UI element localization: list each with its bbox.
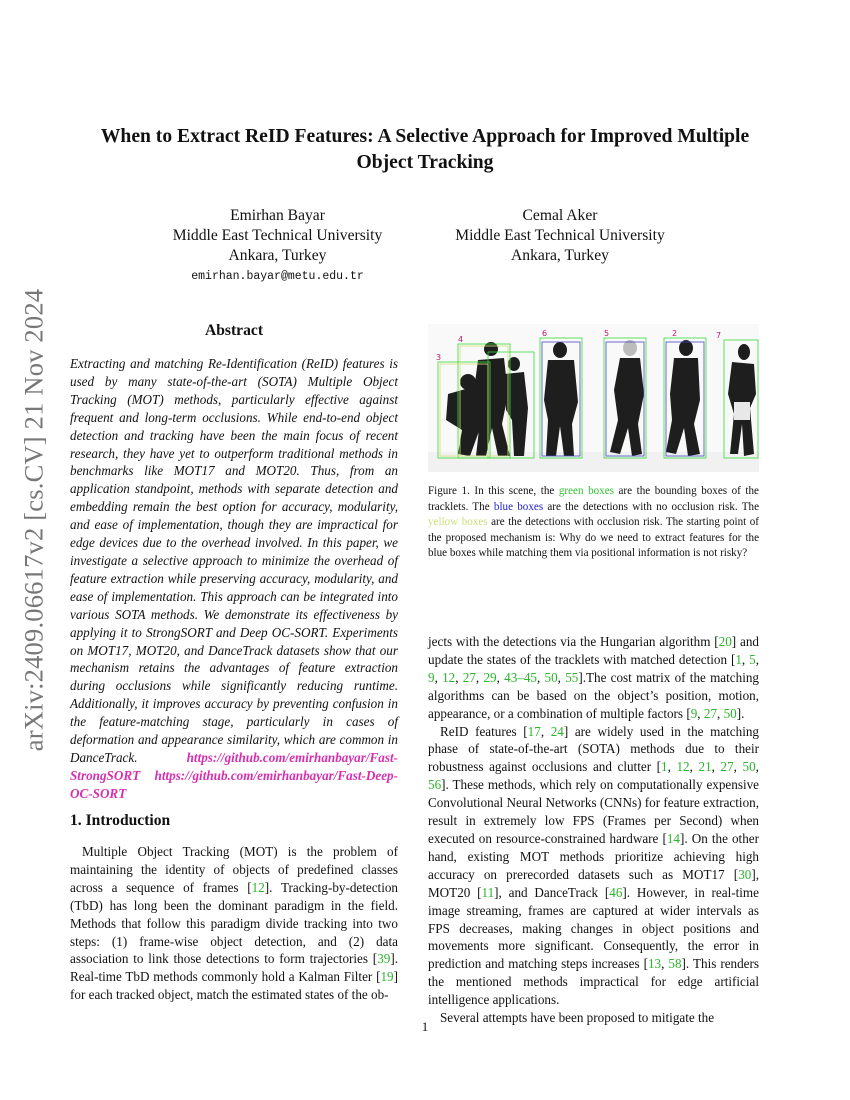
citation-link[interactable]: 17 (527, 723, 541, 739)
track-id: 6 (542, 329, 548, 338)
body-text: ReID features [ (440, 723, 528, 739)
abstract-body (70, 355, 398, 803)
title-line-1: When to Extract ReID Features: A Selective Approach for Improved Multiple (100, 126, 750, 147)
track-id: 3 (436, 353, 442, 362)
body-text: ]. On the other hand, existing MOT methods prioritize achieving high accuracy on prerecorded datasets such as MOT17 [ (428, 830, 759, 882)
body-text: , (536, 669, 545, 685)
body-text: ]. (736, 705, 745, 721)
citation-link[interactable]: 5 (749, 651, 756, 667)
body-text: ]. However, in real-time image streaming, frames are captured at wider intervals as FPS decreases, making changes in object positions and movements more significant. Consequently, the error in prediction and matching steps increases [ (428, 884, 759, 972)
body-text: Several attempts have been proposed to mitigate the (440, 1010, 715, 1026)
intro-body (70, 843, 398, 1004)
body-text: ]. This renders the mentioned methods impractical for edge artificial intelligence applications. (428, 956, 760, 1008)
body-text: , (496, 669, 505, 685)
citation-link[interactable]: 43–45 (504, 669, 537, 685)
body-text: , (689, 759, 699, 775)
body-text: , (455, 669, 463, 685)
author-affiliation: Middle East Technical University (172, 227, 383, 244)
abstract-heading: Abstract (204, 322, 264, 339)
caption-blue-boxes: blue boxes (493, 500, 544, 513)
body-text: ]. These methods, which rely on computationally expensive Convolutional Neural Networks (CNNs) for feature extraction, result in extremely low FPS (Frames per Second) when executed on resource-constrained hardware [ (428, 777, 759, 846)
intro-heading: 1. Introduction (70, 812, 171, 829)
author-name: Cemal Aker (522, 207, 598, 224)
citation-link[interactable]: 9 (428, 669, 435, 685)
body-paragraph (428, 723, 759, 1010)
author-location: Ankara, Turkey (511, 247, 609, 264)
citation-link[interactable]: 13 (647, 956, 662, 972)
citation-link[interactable]: 12 (442, 669, 456, 685)
body-text: Multiple Object Tracking (MOT) is the problem of maintaining the identity of objects of predefined classes across a sequence of frames [ (70, 844, 398, 895)
author-affiliation: Middle East Technical University (455, 227, 665, 244)
body-text: , (540, 723, 551, 739)
link-fast-strongsort[interactable]: https://github.com/emirhanbayar/Fast-StrongSORT (70, 749, 398, 783)
citation-link[interactable]: 12 (251, 879, 265, 895)
track-id: 2 (672, 329, 678, 338)
body-text: ], MOT20 [ (428, 866, 759, 900)
citation-link[interactable]: 50 (742, 759, 756, 775)
body-text: ]. Tracking-by-detection (TbD) has long been the dominant paradigm in the field. Methods that follow this paradigm divide tracking into two steps: (1) frame-wise object detection, and (2) data association to link those detections to form trajectories [ (70, 879, 398, 967)
right-column-body (428, 633, 759, 1027)
body-text: , (475, 669, 484, 685)
body-text: , (711, 759, 721, 775)
figure-1-caption (428, 484, 759, 562)
citation-link[interactable]: 29 (483, 669, 497, 685)
citation-link[interactable]: 1 (735, 651, 742, 667)
body-paragraph (428, 633, 759, 723)
citation-link[interactable]: 24 (550, 723, 564, 739)
body-text: , (741, 651, 750, 667)
link-fast-deep-oc-sort[interactable]: https://github.com/emirhanbayar/Fast-Deep-OC-SORT (70, 767, 398, 801)
caption-text: are the bounding boxes of the tracklets. The (428, 485, 759, 513)
figure-1-image (428, 324, 759, 472)
citation-link[interactable]: 50 (544, 669, 558, 685)
citation-link[interactable]: 21 (698, 759, 712, 775)
track-id: 7 (716, 331, 722, 340)
author-location: Ankara, Turkey (228, 247, 327, 264)
citation-link[interactable]: 27 (462, 669, 476, 685)
body-text: , (755, 759, 759, 775)
page-number: 1 (421, 1019, 429, 1034)
author-block-1 (150, 206, 405, 286)
citation-link[interactable]: 30 (738, 866, 752, 882)
body-text: , (661, 956, 669, 972)
citation-link[interactable]: 14 (666, 830, 680, 846)
author-block-2 (420, 206, 700, 266)
body-text: , (434, 669, 443, 685)
citation-link[interactable]: 20 (718, 634, 732, 649)
citation-link[interactable]: 56 (428, 777, 442, 793)
body-text: , (717, 705, 724, 721)
track-id: 5 (604, 329, 610, 338)
intro-paragraph (70, 843, 398, 1004)
body-text: , (733, 759, 743, 775)
body-text: ] are widely used in the matching phase of state-of-the-art (SOTA) methods due to their robustness against occlusions and clutter [ (428, 723, 760, 775)
caption-text: are the detections with no occlusion risk. The (543, 500, 759, 513)
citation-link[interactable]: 12 (676, 759, 690, 775)
caption-text: are the detections with occlusion risk. The starting point of the proposed mechanism is: Why do we need to extract features for the blue boxes while matching them via positional information is not risky? (428, 516, 759, 559)
caption-text: Figure 1. In this scene, the (428, 485, 559, 497)
citation-link[interactable]: 11 (481, 884, 495, 900)
caption-yellow-boxes: yellow boxes (428, 516, 488, 528)
author-name: Emirhan Bayar (230, 207, 325, 224)
citation-link[interactable]: 9 (690, 705, 698, 721)
author-email[interactable]: emirhan.bayar@metu.edu.tr (191, 270, 364, 283)
abstract-text: Extracting and matching Re-Identification (ReID) features is used by many state-of-the-art (SOTA) Multiple Object Tracking (MOT) methods, particularly effective against frequent and long-term occlusions. While end-to-end object detection and tracking have been the main focus of recent research, they have yet to outperform traditional methods in benchmarks like MOT17 and MOT20. Thus, from an application standpoint, methods with separate detection and embedding remain the best option for accuracy, modularity, and ease of implementation, though they are impractical for edge devices due to the overhead involved. In this paper, we investigate a selective approach to minimize the overhead of feature extraction while preserving accuracy, modularity, and ease of implementation. This approach can be integrated into various SOTA methods. We demonstrate its effectiveness by applying it to StrongSORT and Deep OC-SORT. Experiments on MOT17, MOT20, and DanceTrack datasets show that our mechanism retains the advantages of feature extraction during occlusions while significantly reducing runtime. Additionally, it improves accuracy by preventing confusion in the feature-matching stage, particularly in cases of deformation and appearance similarity, which are common in DanceTrack. (70, 356, 398, 765)
body-text: , (697, 705, 704, 721)
body-text: , (557, 669, 566, 685)
citation-link[interactable]: 55 (565, 669, 579, 685)
citation-link[interactable]: 50 (723, 705, 737, 721)
title-line-2: Object Tracking (356, 152, 494, 173)
citation-link[interactable]: 27 (703, 705, 718, 721)
caption-green-boxes: green boxes (558, 485, 614, 497)
tracking-scene (428, 324, 759, 472)
citation-link[interactable]: 46 (609, 884, 623, 900)
body-text: ] and update the states of the tracklets with matched detection [ (428, 634, 760, 667)
citation-link[interactable]: 27 (720, 759, 734, 775)
arxiv-id: arXiv:2409.06617v2 [cs.CV] 21 Nov 2024 (18, 288, 49, 752)
body-text: ], and DanceTrack [ (494, 884, 610, 900)
body-text: ] for each tracked object, match the estimated states of the ob- (70, 969, 398, 1003)
body-text: ].The cost matrix of the matching algorithms can be based on the object’s position, motion, appearance, or a combination of multiple factors [ (428, 669, 759, 721)
arxiv-stamp (14, 290, 54, 750)
track-id: 4 (458, 335, 464, 344)
citation-link[interactable]: 58 (668, 956, 682, 972)
body-text: , (667, 759, 677, 775)
citation-link[interactable]: 1 (661, 759, 668, 775)
citation-link[interactable]: 39 (377, 951, 391, 967)
body-text: , (755, 651, 759, 667)
citation-link[interactable]: 19 (380, 969, 394, 985)
paper-title (60, 124, 790, 176)
body-text: ]. Real-time TbD methods commonly hold a Kalman Filter [ (70, 951, 398, 985)
body-text: jects with the detections via the Hungarian algorithm [ (428, 634, 719, 649)
